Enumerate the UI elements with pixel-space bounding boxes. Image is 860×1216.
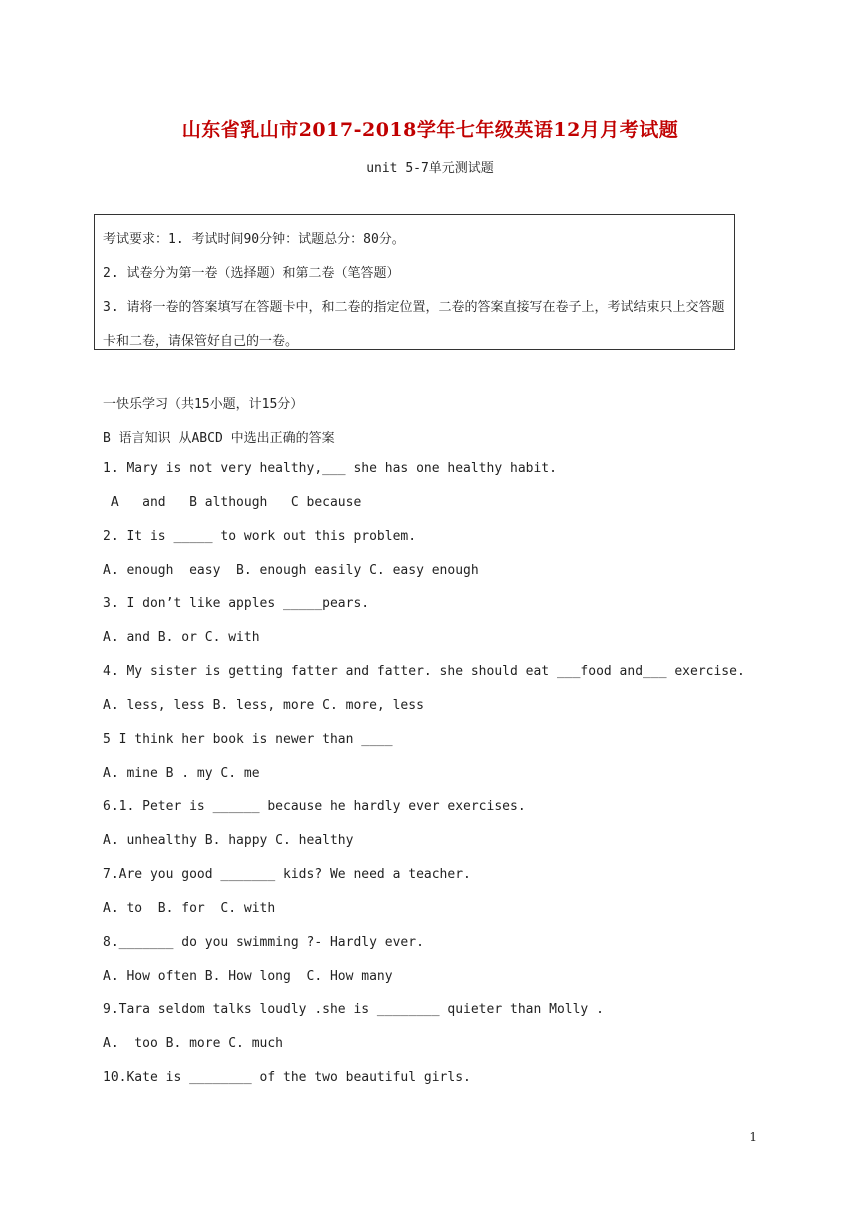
question-5: 5 I think her book is newer than ____ xyxy=(103,732,393,747)
question-9-options: A. too B. more C. much xyxy=(103,1036,284,1051)
question-8-options: A. How often B. How long C. How many xyxy=(103,969,393,984)
section-subheading: B 语言知识 从ABCD 中选出正确的答案 xyxy=(103,431,335,446)
question-3-options: A. and B. or C. with xyxy=(103,630,260,645)
question-5-options: A. mine B . my C. me xyxy=(103,766,260,781)
requirement-line-1: 考试要求：1. 考试时间90分钟：试题总分：80分。 xyxy=(103,232,405,247)
question-3: 3. I don’t like apples _____pears. xyxy=(103,596,370,611)
question-7-options: A. to B. for C. with xyxy=(103,901,276,916)
question-4-options: A. less, less B. less, more C. more, less xyxy=(103,698,424,713)
question-2-options: A. enough easy B. enough easily C. easy enough xyxy=(103,563,479,578)
question-6-options: A. unhealthy B. happy C. healthy xyxy=(103,833,354,848)
requirement-line-3: 3. 请将一卷的答案填写在答题卡中，和二卷的指定位置，二卷的答案直接写在卷子上，考试结束只上交答题卡和二卷，请保管好自己的一卷。 xyxy=(103,300,725,349)
question-4: 4. My sister is getting fatter and fatter. she should eat ___food and___ exercise. xyxy=(103,664,745,679)
question-10: 10.Kate is ________ of the two beautiful girls. xyxy=(103,1070,471,1085)
requirement-line-2: 2. 试卷分为第一卷（选择题）和第二卷（笔答题） xyxy=(103,266,400,281)
question-2: 2. It is _____ to work out this problem. xyxy=(103,529,417,544)
document-subtitle: unit 5-7单元测试题 xyxy=(366,161,494,176)
question-1: 1. Mary is not very healthy,___ she has one healthy habit. xyxy=(103,461,557,476)
exam-requirements-box xyxy=(94,214,735,350)
question-8: 8._______ do you swimming ?- Hardly ever. xyxy=(103,935,424,950)
document-title: 山东省乳山市2017-2018学年七年级英语12月月考试题 xyxy=(181,119,679,141)
question-9: 9.Tara seldom talks loudly .she is ________ quieter than Molly . xyxy=(103,1002,604,1017)
page-number: 1 xyxy=(749,1130,757,1144)
question-7: 7.Are you good _______ kids? We need a teacher. xyxy=(103,867,471,882)
question-1-options: A and B although C because xyxy=(103,495,362,510)
section-heading: 一快乐学习（共15小题，计15分） xyxy=(103,397,304,412)
question-6: 6.1. Peter is ______ because he hardly ever exercises. xyxy=(103,799,526,814)
